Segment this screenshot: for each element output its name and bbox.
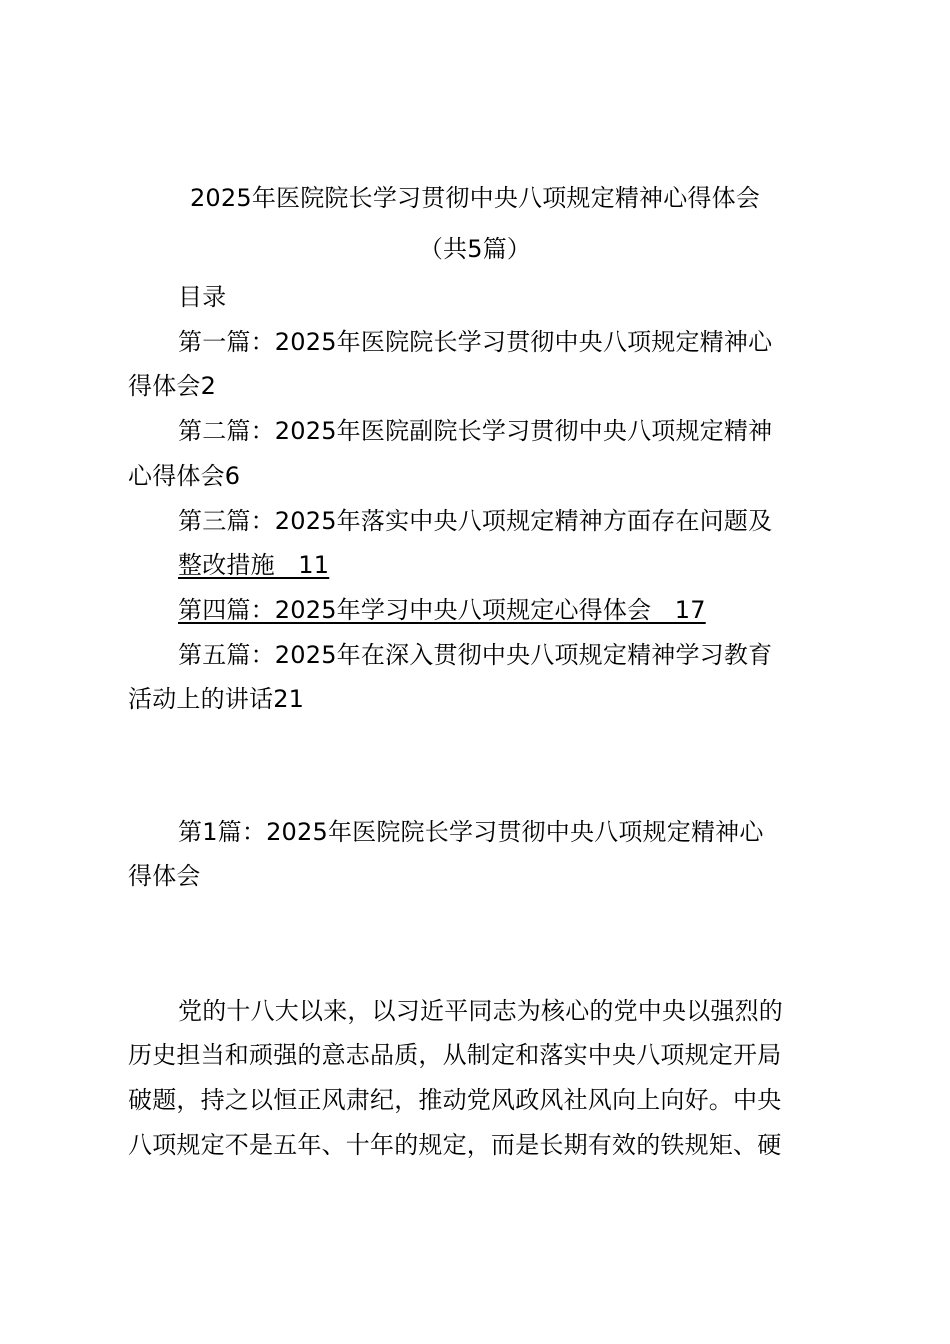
document-title-line-2: （共5篇） xyxy=(418,235,532,263)
toc-heading: 目录 xyxy=(178,283,227,311)
toc-item-5-line-2[interactable]: 活动上的讲话21 xyxy=(128,685,305,713)
toc-item-3-line-1[interactable]: 第三篇：2025年落实中央八项规定精神方面存在问题及 xyxy=(178,507,773,535)
toc-item-4[interactable]: 第四篇：2025年学习中央八项规定心得体会 17 xyxy=(178,596,706,624)
section-heading-line-1: 第1篇：2025年医院院长学习贯彻中央八项规定精神心 xyxy=(178,818,764,846)
body-paragraph-line-1: 党的十八大以来，以习近平同志为核心的党中央以强烈的 xyxy=(178,997,783,1025)
body-paragraph-line-2: 历史担当和顽强的意志品质，从制定和落实中央八项规定开局 xyxy=(128,1041,782,1069)
document-title-line-1: 2025年医院院长学习贯彻中央八项规定精神心得体会 xyxy=(189,184,761,212)
body-paragraph-line-3: 破题，持之以恒正风肃纪，推动党风政风社风向上向好。中央 xyxy=(128,1086,782,1114)
toc-item-1-line-2[interactable]: 得体会2 xyxy=(128,372,217,400)
toc-item-3-line-2[interactable]: 整改措施 11 xyxy=(178,551,330,579)
toc-item-2-line-1[interactable]: 第二篇：2025年医院副院长学习贯彻中央八项规定精神 xyxy=(178,417,773,445)
body-paragraph-line-4: 八项规定不是五年、十年的规定，而是长期有效的铁规矩、硬 xyxy=(128,1131,782,1159)
section-heading-line-2: 得体会 xyxy=(128,862,201,890)
toc-item-5-line-1[interactable]: 第五篇：2025年在深入贯彻中央八项规定精神学习教育 xyxy=(178,641,773,669)
toc-item-1-line-1[interactable]: 第一篇：2025年医院院长学习贯彻中央八项规定精神心 xyxy=(178,328,773,356)
toc-item-2-line-2[interactable]: 心得体会6 xyxy=(128,462,241,490)
